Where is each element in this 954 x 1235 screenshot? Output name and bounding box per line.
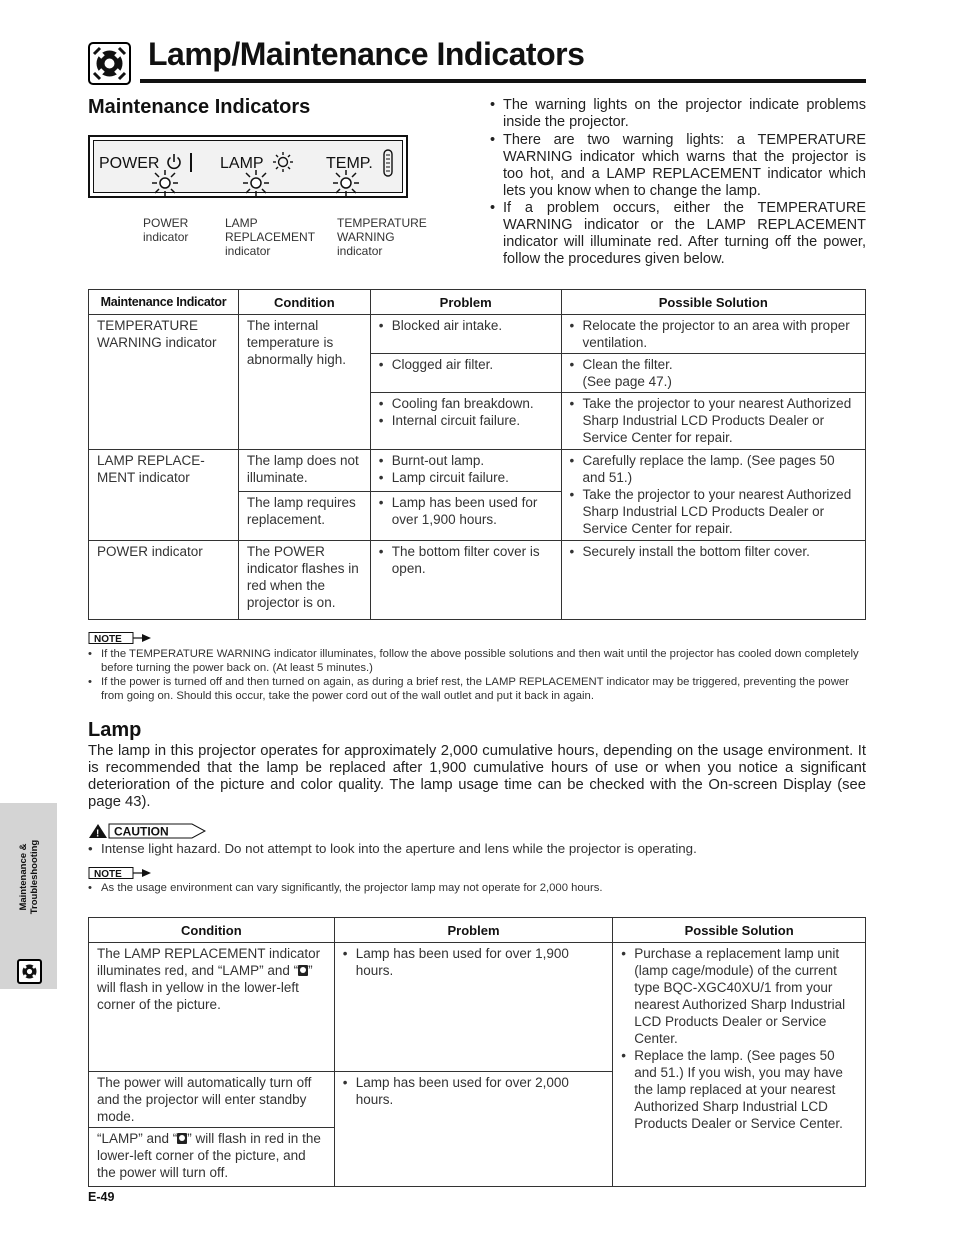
lifebuoy-icon <box>17 959 42 984</box>
solution-item: • Take the projector to your nearest Authorized Sharp Industrial LCD Products Dealer or Service Center for repair. <box>570 395 857 446</box>
indicator-cell: POWER indicator <box>89 541 239 620</box>
table-header-row <box>89 290 866 315</box>
solution-item: • Clean the filter. (See page 47.) <box>570 356 857 390</box>
note-badge-icon <box>88 867 152 879</box>
temp-indicator-caption: TEMPERATURE WARNING indicator <box>337 216 427 258</box>
lamp-indicator-light-icon <box>241 168 271 198</box>
panel-lamp-label: LAMP <box>220 155 264 172</box>
svg-text:!: ! <box>96 828 100 839</box>
condition-cell: The internal temperature is abnormally high. <box>238 315 370 450</box>
problem-item: • Blocked air intake. <box>379 317 553 334</box>
condition-text: ” will flash in red in the lower-left corner of the picture, and the power will turn off. <box>97 1131 321 1180</box>
problem-cell <box>370 315 561 354</box>
problem-item: • Burnt-out lamp. <box>379 452 553 469</box>
side-tab-label: Maintenance & Troubleshooting <box>18 839 40 915</box>
intro-bullet: • There are two warning lights: a TEMPERATURE WARNING indicator which warns that the projector is too hot, and a LAMP REPLACEMENT indicator which lets you know when to change the lamp. <box>490 132 866 200</box>
condition-cell: The lamp does not illuminate. <box>238 450 370 492</box>
lamp-table <box>88 917 866 1187</box>
maintenance-table <box>88 289 866 620</box>
intro-bullets <box>490 97 866 269</box>
lamp-heading: Lamp <box>88 719 142 741</box>
lamp-body-text: The lamp in this projector operates for approximately 2,000 cumulative hours, depending on the usage environment. It is recommended that the lamp be replaced after 1,900 cumulative hours of use or when you notice a significant deterioration of the picture and color quality. The lamp usage time can be checked with the On-screen Display (see page 43). <box>88 743 866 810</box>
solution-cell <box>561 450 865 541</box>
problem-cell <box>334 943 613 1072</box>
intro-bullet: • The warning lights on the projector indicate problems inside the projector. <box>490 97 866 131</box>
panel-power-label: POWER <box>99 155 160 172</box>
title-rule <box>140 79 866 83</box>
problem-cell <box>370 492 561 541</box>
problem-item: • Lamp has been used for over 2,000 hours. <box>343 1074 605 1108</box>
problem-item: • The bottom filter cover is open. <box>379 543 553 577</box>
table-header: Maintenance Indicator <box>89 290 239 315</box>
problem-item: • Lamp circuit failure. <box>379 469 553 486</box>
table-row <box>89 450 866 492</box>
solution-item: • Securely install the bottom filter cover. <box>570 543 857 560</box>
intro-bullet: • If a problem occurs, either the TEMPERATURE WARNING indicator or the LAMP REPLACEMENT indicator will illuminate red. After turning off the power, follow the procedures given below. <box>490 200 866 268</box>
solution-cell <box>561 354 865 393</box>
note-item: • If the TEMPERATURE WARNING indicator illuminates, follow the above possible solutions and then wait until the projector has cooled down completely before turning the power back on. (At least 5 minutes.) <box>88 647 866 675</box>
table-row <box>89 541 866 620</box>
lamp-indicator-caption: LAMP REPLACEMENT indicator <box>225 216 316 258</box>
table-header: Problem <box>370 290 561 315</box>
problem-item: • Clogged air filter. <box>379 356 553 373</box>
problem-item: • Cooling fan breakdown. <box>379 395 553 412</box>
lifebuoy-icon <box>88 42 131 85</box>
note-label: NOTE <box>94 634 122 644</box>
table-header: Possible Solution <box>613 918 866 943</box>
power-indicator-caption: POWER indicator <box>143 216 189 244</box>
solution-item: • Carefully replace the lamp. (See pages 50 and 51.) <box>570 452 857 486</box>
table-header: Possible Solution <box>561 290 865 315</box>
solution-item: • Take the projector to your nearest Authorized Sharp Industrial LCD Products Dealer or Service Center for repair. <box>570 486 857 537</box>
table-header-row <box>89 918 866 943</box>
note-label: NOTE <box>94 869 122 879</box>
note-item: • If the power is turned off and then turned on again, as during a brief rest, the LAMP REPLACEMENT indicator may be triggered, preventing the power from going on. Should this occur, take the power cord out of the wall outlet and put it back in again. <box>88 675 866 703</box>
thermometer-icon <box>382 149 394 177</box>
panel-temp-label: TEMP. <box>326 155 373 172</box>
problem-cell <box>370 541 561 620</box>
problem-cell <box>370 393 561 450</box>
problem-item: • Lamp has been used for over 1,900 hours. <box>343 945 605 979</box>
note-item: • As the usage environment can vary significantly, the projector lamp may not operate for 2,000 hours. <box>88 881 866 895</box>
problem-cell <box>334 1072 613 1187</box>
maintenance-notes <box>88 647 866 703</box>
caution-item: • Intense light hazard. Do not attempt to look into the aperture and lens while the projector is operating. <box>88 841 866 857</box>
page-number: E-49 <box>88 1190 115 1204</box>
table-header: Problem <box>334 918 613 943</box>
lamp-notes <box>88 881 866 895</box>
table-header: Condition <box>89 918 335 943</box>
problem-item: • Internal circuit failure. <box>379 412 553 429</box>
condition-text: ” will flash in yellow in the lower-left corner of the picture. <box>97 963 313 1012</box>
lamp-symbol-icon <box>298 965 308 976</box>
note-badge-icon <box>88 632 152 644</box>
power-indicator-light-icon <box>150 168 180 198</box>
indicator-cell: LAMP REPLACE- MENT indicator <box>89 450 239 541</box>
table-header: Condition <box>238 290 370 315</box>
problem-cell <box>370 354 561 393</box>
table-row <box>89 943 866 1072</box>
problem-cell <box>370 450 561 492</box>
condition-cell: The POWER indicator flashes in red when the projector is on. <box>238 541 370 620</box>
condition-cell: The lamp requires replacement. <box>238 492 370 541</box>
lamp-symbol-icon <box>177 1133 187 1144</box>
condition-text: The LAMP REPLACEMENT indicator illuminates red, and “LAMP” and “ <box>97 946 321 978</box>
temp-indicator-light-icon <box>331 168 361 198</box>
problem-item: • Lamp has been used for over 1,900 hours. <box>379 494 553 528</box>
solution-cell <box>613 943 866 1187</box>
condition-cell <box>89 943 335 1072</box>
solution-cell <box>561 315 865 354</box>
solution-cell <box>561 541 865 620</box>
caution-badge-icon <box>88 823 206 839</box>
condition-cell <box>89 1128 335 1187</box>
solution-item: • Relocate the projector to an area with proper ventilation. <box>570 317 857 351</box>
indicator-cell: TEMPERATURE WARNING indicator <box>89 315 239 450</box>
page-title: Lamp/Maintenance Indicators <box>148 36 585 72</box>
solution-cell <box>561 393 865 450</box>
solution-item: • Purchase a replacement lamp unit (lamp cage/module) of the current type BQC-XGC40XU/1 from your nearest Authorized Sharp Industrial LCD Products Dealer or Service Center. <box>621 945 857 1047</box>
lamp-symbol-icon <box>272 151 294 173</box>
solution-item: • Replace the lamp. (See pages 50 and 51.) If you wish, you may have the lamp replaced at your nearest Authorized Sharp Industrial LCD Products Dealer or Service Center. <box>621 1047 857 1132</box>
caution-list <box>88 841 866 857</box>
table-row <box>89 315 866 354</box>
condition-text: “LAMP” and “ <box>97 1131 178 1146</box>
caution-label: CAUTION <box>114 824 169 839</box>
condition-cell: The power will automatically turn off and the projector will enter standby mode. <box>89 1072 335 1128</box>
maintenance-heading: Maintenance Indicators <box>88 96 311 118</box>
panel-divider <box>190 153 192 172</box>
